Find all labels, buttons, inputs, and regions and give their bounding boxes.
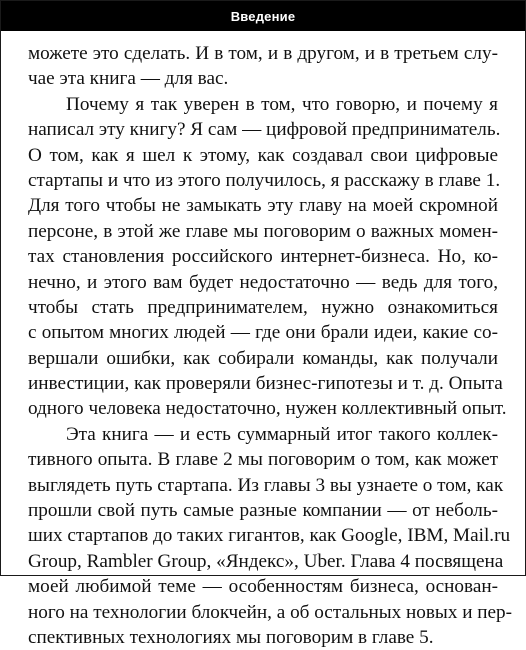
text-line: О том, как я шел к этому, как создавал свои цифровые — [28, 144, 498, 166]
text-line: ших стартапов до таких гигантов, как Google, IBM, Mail.ru — [28, 525, 511, 547]
paragraph — [28, 422, 513, 650]
text-line: персоне, в этой же главе мы поговорим о важных момен- — [28, 220, 498, 242]
paragraph — [28, 41, 498, 92]
body-text — [28, 41, 513, 650]
text-line: можете это сделать. И в том, и в другом, и в третьем слу- — [28, 43, 498, 64]
text-line: с опытом многих людей — где они брали идеи, какие со- — [28, 322, 498, 344]
text-line: чае эта книга — для вас. — [28, 68, 229, 90]
paragraph — [28, 92, 507, 422]
text-line: тивного опыта. В главе 2 мы поговорим о том, как может — [28, 449, 498, 471]
text-line: инвестиции, как проверяли бизнес-гипотезы и т. д. Опыта — [28, 373, 503, 395]
text-line: выглядеть путь стартапа. Из главы 3 вы узнаете о том, как — [28, 474, 504, 496]
text-line: вершали ошибки, как собирали команды, как получали — [28, 347, 498, 369]
text-line: чтобы стать предпринимателем, нужно ознакомиться — [28, 296, 498, 318]
text-line: Почему я так уверен в том, что говорю, и почему я — [66, 93, 498, 115]
text-line: одного человека недостаточно, нужен коллективный опыт. — [28, 398, 507, 420]
text-line: Для того чтобы не замыкать эту главу на моей скромной — [28, 195, 498, 217]
text-line: прошли свой путь самые разные компании — от неболь- — [28, 500, 498, 522]
text-line: спективных технологиях мы поговорим в главе 5. — [28, 626, 434, 648]
text-line: тах становления российского интернет-бизнеса. Но, ко- — [28, 246, 498, 268]
text-line: Эта книга — и есть суммарный итог такого коллек- — [66, 423, 498, 445]
text-line: Group, Rambler Group, «Яндекс», Uber. Глава 4 посвящена — [28, 550, 504, 572]
text-line: ного на технологии блокчейн, а об остальных новых и пер- — [28, 601, 513, 623]
text-line: стартапы и что из этого получилось, я расскажу в главе 1. — [28, 169, 501, 191]
chapter-title: Введение — [230, 8, 296, 24]
text-line: моей любимой теме — особенностям бизнеса, основан- — [28, 576, 498, 598]
header-bar — [1, 1, 525, 31]
text-line: написал эту книгу? Я сам — цифровой предприниматель. — [28, 119, 501, 141]
text-line: нечно, и этого вам будет недостаточно — ведь для того, — [28, 271, 498, 293]
